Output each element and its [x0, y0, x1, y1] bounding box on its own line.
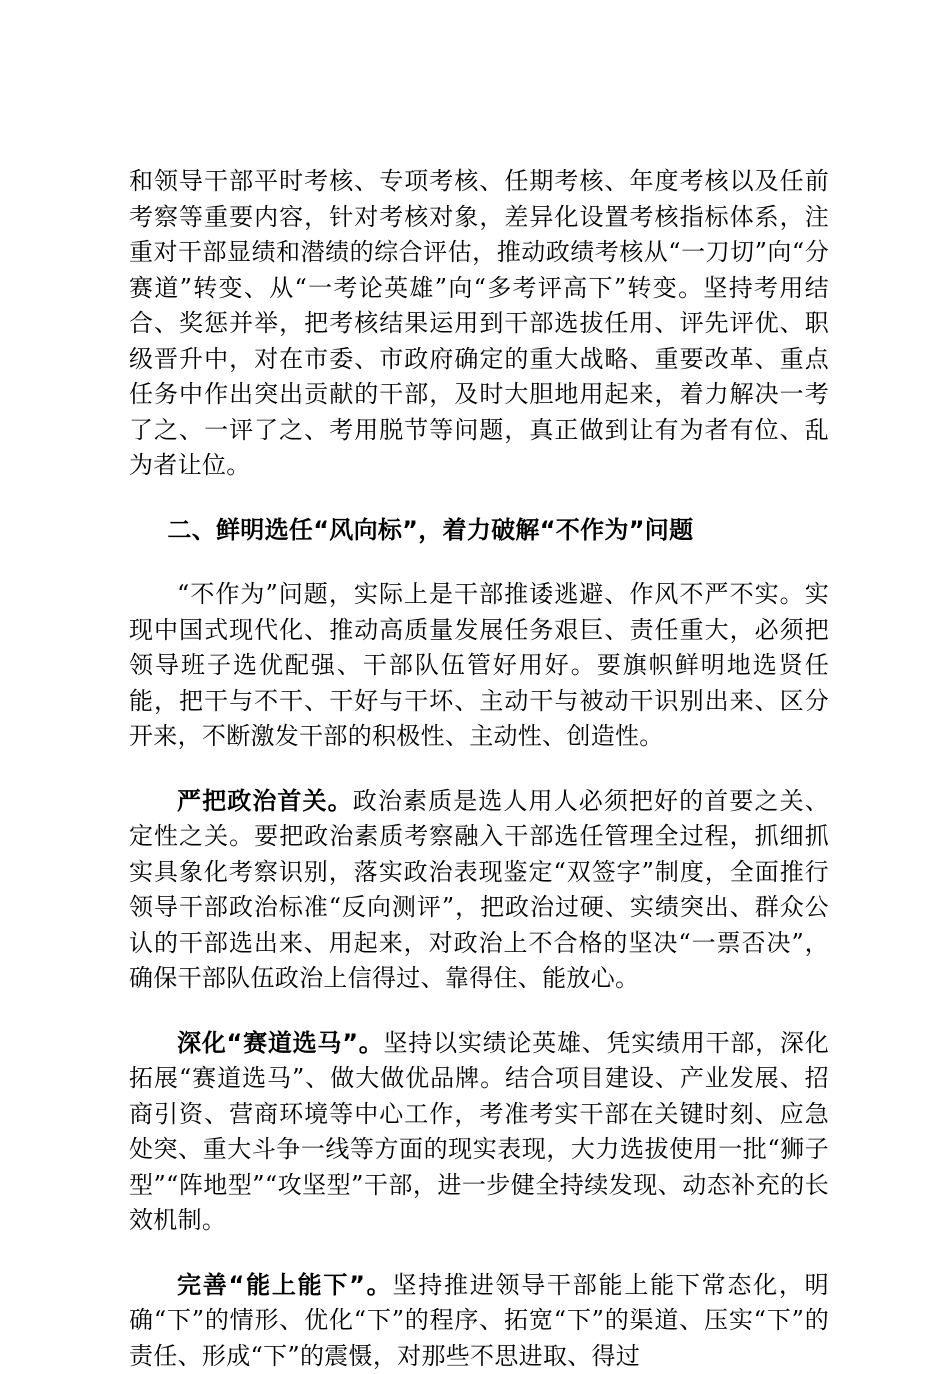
paragraph-lead-track-selection: 深化“赛道选马”。 — [177, 1029, 384, 1057]
document-body — [129, 164, 829, 1374]
paragraph-lead-political-check: 严把政治首关。 — [177, 787, 353, 815]
paragraph-body-up-and-down: 坚持推进领导干部能上能下常态化，明确“下”的情形、优化“下”的程序、拓宽“下”的渠道、压实“下”的责任、形成“下”的震慑，对那些不思进取、得过 — [129, 1271, 829, 1370]
paragraph-track-selection — [129, 1026, 829, 1239]
paragraph-continued-assessment: 和领导干部平时考核、专项考核、任期考核、年度考核以及任前考察等重要内容，针对考核对象，差异化设置考核指标体系，注重对干部显绩和潜绩的综合评估，推动政绩考核从“一刀切”向“分赛道”转变、从“一考论英雄”向“多考评高下”转变。坚持考用结合、奖惩并举，把考核结果运用到干部选拔任用、评先评优、职级晋升中，对在市委、市政府确定的重大战略、重要改革、重点任务中作出突出贡献的干部，及时大胆地用起来，着力解决一考了之、一评了之、考用脱节等问题，真正做到让有为者有位、乱为者让位。 — [129, 164, 829, 484]
paragraph-body-track-selection: 坚持以实绩论英雄、凭实绩用干部，深化拓展“赛道选马”、做大做优品牌。结合项目建设、产业发展、招商引资、营商环境等中心工作，考准考实干部在关键时刻、应急处突、重大斗争一线等方面的现实表现，大力选拔使用一批“狮子型”“阵地型”“攻坚型”干部，进一步健全持续发现、动态补充的长效机制。 — [129, 1029, 829, 1235]
paragraph-inaction-problem: “不作为”问题，实际上是干部推诿逃避、作风不严不实。实现中国式现代化、推动高质量发展任务艰巨、责任重大，必须把领导班子选优配强、干部队伍管好用好。要旗帜鲜明地选贤任能，把干与不干、干好与干坏、主动干与被动干识别出来、区分开来，不断激发干部的积极性、主动性、创造性。 — [129, 577, 829, 755]
paragraph-political-check — [129, 784, 829, 997]
section-heading-2: 二、鲜明选任“风向标”，着力破解“不作为”问题 — [129, 513, 829, 549]
paragraph-up-and-down — [129, 1268, 829, 1374]
paragraph-body-political-check: 政治素质是选人用人必须把好的首要之关、定性之关。要把政治素质考察融入干部选任管理全过程，抓细抓实具象化考察识别，落实政治表现鉴定“双签字”制度，全面推行领导干部政治标准“反向测评”，把政治过硬、实绩突出、群众公认的干部选出来、用起来，对政治上不合格的坚决“一票否决”，确保干部队伍政治上信得过、靠得住、能放心。 — [129, 787, 829, 993]
paragraph-lead-up-and-down: 完善“能上能下”。 — [177, 1271, 392, 1299]
